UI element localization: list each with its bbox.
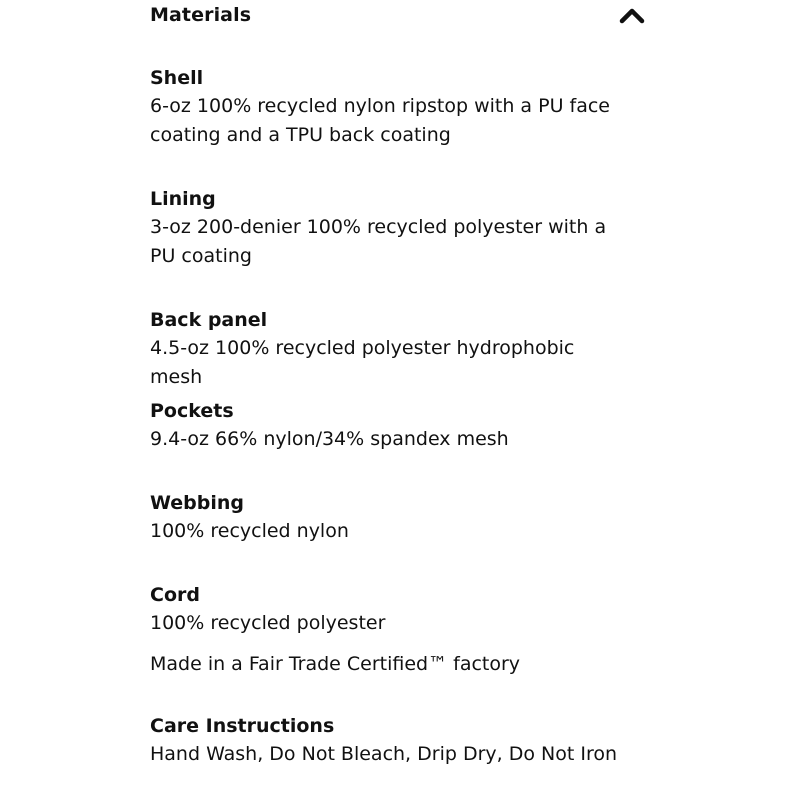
care-instructions	[150, 714, 630, 769]
material-name: Pockets	[150, 400, 234, 422]
material-description: 6-oz 100% recycled nylon ripstop with a PU face coating and a TPU back coating	[150, 95, 610, 146]
material-name: Lining	[150, 188, 216, 210]
material-description: 100% recycled polyester	[150, 612, 386, 634]
material-name: Shell	[150, 67, 204, 89]
material-pockets	[150, 399, 630, 454]
care-title: Care Instructions	[150, 715, 335, 737]
material-description: 100% recycled nylon	[150, 520, 349, 542]
materials-title: Materials	[150, 4, 252, 26]
materials-panel	[150, 0, 650, 765]
materials-accordion-header[interactable]	[150, 0, 650, 32]
fair-trade-note: Made in a Fair Trade Certified™ factory	[150, 653, 521, 675]
material-description: 3-oz 200-denier 100% recycled polyester with a PU coating	[150, 216, 607, 267]
material-lining	[150, 187, 630, 271]
chevron-up-icon	[618, 4, 646, 26]
material-description: 9.4-oz 66% nylon/34% spandex mesh	[150, 428, 509, 450]
material-name: Webbing	[150, 492, 245, 514]
material-shell	[150, 66, 630, 150]
material-back-panel	[150, 308, 630, 392]
material-description: 4.5-oz 100% recycled polyester hydrophobic mesh	[150, 337, 575, 388]
material-webbing	[150, 491, 630, 546]
material-cord	[150, 583, 630, 638]
material-name: Back panel	[150, 309, 268, 331]
care-description: Hand Wash, Do Not Bleach, Drip Dry, Do Not Iron	[150, 743, 618, 765]
collapse-toggle-button[interactable]	[618, 4, 646, 26]
material-name: Cord	[150, 584, 200, 606]
